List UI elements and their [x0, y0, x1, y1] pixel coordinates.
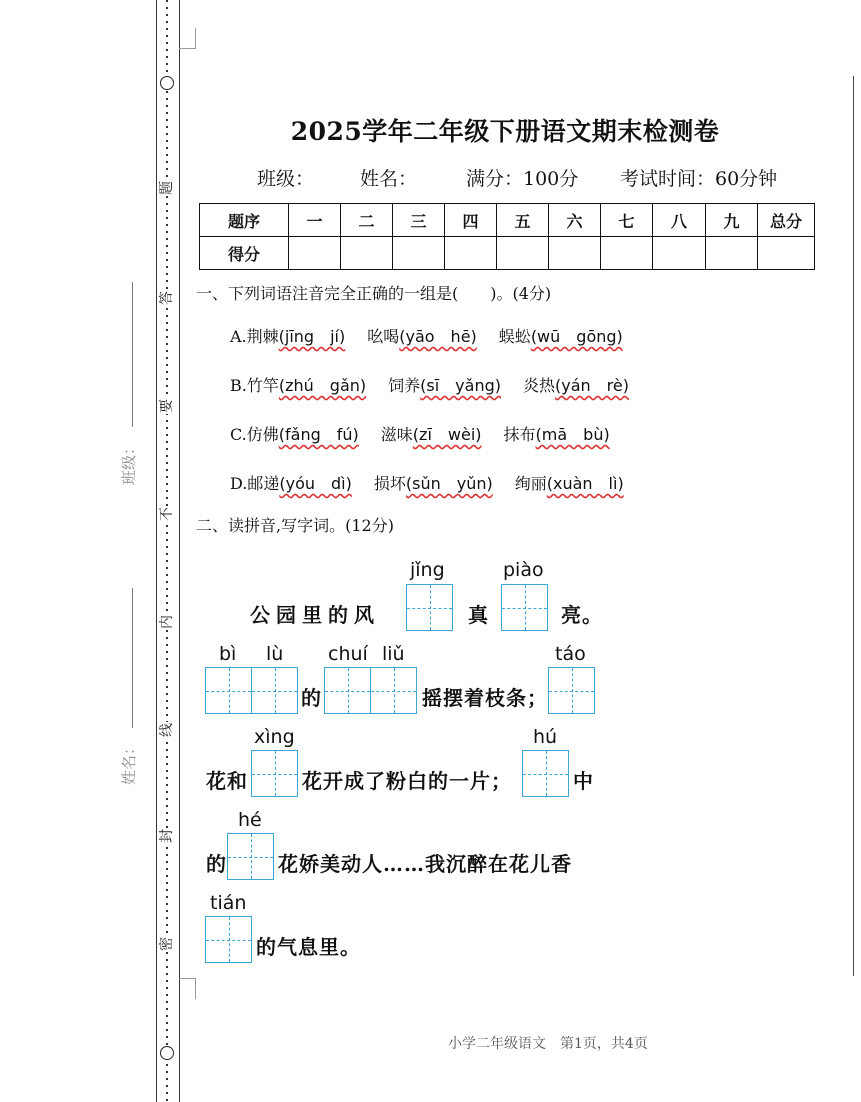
- table-cell: 一: [289, 204, 341, 237]
- pinyin-label: hé: [238, 809, 262, 831]
- table-cell: 总分: [758, 204, 815, 237]
- page-right-edge: [853, 76, 854, 976]
- seal-char: 要: [159, 399, 175, 413]
- option-word: 仿佛: [246, 425, 279, 444]
- score-input-cell[interactable]: [758, 237, 815, 270]
- option-letter: B.: [230, 376, 247, 395]
- option-pinyin: (zhú gǎn): [278, 376, 367, 395]
- pinyin-label: piào: [503, 559, 544, 581]
- sentence-text: 亮。: [561, 603, 603, 627]
- pinyin-label: bì: [219, 643, 237, 665]
- sentence-text: 摇摆着枝条；: [422, 686, 548, 710]
- option-word: 吆喝: [367, 327, 400, 346]
- table-cell: 题序: [200, 204, 289, 237]
- exam-time: 考试时间：60分钟: [620, 168, 778, 190]
- sentence-text: 花娇美动人……我沉醉在花儿香: [278, 852, 572, 876]
- pinyin-label: jǐng: [410, 559, 445, 581]
- score-table-score-row: [200, 237, 815, 270]
- option-pinyin: (fǎng fú): [278, 425, 359, 444]
- option-word: 损坏: [373, 474, 406, 493]
- seal-char: 题: [159, 181, 175, 195]
- table-cell: 四: [445, 204, 497, 237]
- pinyin-label: tián: [210, 892, 247, 914]
- option-letter: A.: [230, 327, 247, 346]
- score-input-cell[interactable]: [445, 237, 497, 270]
- seal-char: 封: [159, 829, 175, 843]
- sentence-text: 的: [301, 686, 322, 710]
- option-word: 竹竿: [246, 376, 279, 395]
- option-pinyin: (yán rè): [555, 376, 629, 395]
- table-cell: 二: [341, 204, 393, 237]
- sentence-text: 真: [468, 603, 489, 627]
- margin-name-label: 姓名：: [120, 739, 139, 786]
- sentence-text: 花和: [206, 769, 248, 793]
- seal-char: 答: [159, 291, 175, 305]
- option-pinyin: (wū gōng): [530, 327, 623, 346]
- writing-box[interactable]: [227, 833, 274, 880]
- writing-box[interactable]: [370, 667, 417, 714]
- sentence-text: 花开成了粉白的一片；: [302, 769, 512, 793]
- sentence-text: 的气息里。: [256, 935, 361, 959]
- option-letter: D.: [230, 474, 248, 493]
- option-a[interactable]: [230, 324, 623, 347]
- option-pinyin: (sǔn yǔn): [405, 474, 493, 493]
- option-letter: C.: [230, 425, 247, 444]
- seal-circle-bottom: [160, 1046, 174, 1060]
- seal-circle-top: [160, 76, 174, 90]
- margin-class-line[interactable]: [132, 282, 133, 427]
- option-pinyin: (yāo hē): [399, 327, 477, 346]
- score-input-cell[interactable]: [706, 237, 758, 270]
- pinyin-label: xìng: [254, 726, 295, 748]
- table-cell: 八: [653, 204, 706, 237]
- score-input-cell[interactable]: [549, 237, 601, 270]
- question-1-prompt: 一、下列词语注音完全正确的一组是( )。(4分): [196, 284, 552, 303]
- pinyin-label: táo: [555, 643, 586, 665]
- margin-class-label: 班级：: [120, 439, 139, 486]
- margin-name-line[interactable]: [132, 588, 133, 728]
- corner-mark-bottom: [179, 978, 196, 999]
- table-cell: 得分: [200, 237, 289, 270]
- score-table-header-row: [200, 204, 815, 237]
- seal-char: 密: [159, 937, 175, 951]
- corner-mark-top: [179, 28, 196, 49]
- writing-box[interactable]: [548, 667, 595, 714]
- seal-char: 不: [159, 507, 175, 521]
- page-title: 2025学年二年级下册语文期末检测卷: [290, 117, 720, 146]
- table-cell: 九: [706, 204, 758, 237]
- margin-line-inner: [179, 0, 180, 1102]
- writing-box[interactable]: [501, 584, 548, 631]
- page-footer: 小学二年级语文 第1页，共4页: [448, 1036, 648, 1052]
- score-input-cell[interactable]: [601, 237, 653, 270]
- option-pinyin: (mā bù): [535, 425, 610, 444]
- table-cell: 三: [393, 204, 445, 237]
- score-input-cell[interactable]: [341, 237, 393, 270]
- option-word: 蜈蚣: [498, 327, 531, 346]
- class-label: 班级：: [257, 168, 315, 190]
- option-word: 抹布: [503, 425, 536, 444]
- writing-box[interactable]: [205, 916, 252, 963]
- option-word: 饲养: [388, 376, 421, 395]
- option-c[interactable]: [230, 422, 610, 445]
- option-d[interactable]: [230, 471, 624, 494]
- pinyin-label: lù: [266, 643, 284, 665]
- writing-box[interactable]: [324, 667, 371, 714]
- option-b[interactable]: [230, 373, 629, 396]
- table-cell: 六: [549, 204, 601, 237]
- margin-line-outer: [156, 0, 157, 1102]
- question-2-prompt: 二、读拼音,写字词。(12分): [196, 516, 394, 535]
- score-input-cell[interactable]: [393, 237, 445, 270]
- option-pinyin: (xuàn lì): [546, 474, 624, 493]
- sentence-text: 的: [206, 852, 227, 876]
- sentence-text: 中: [573, 769, 594, 793]
- table-cell: 五: [497, 204, 549, 237]
- score-input-cell[interactable]: [653, 237, 706, 270]
- pinyin-label: liǔ: [382, 643, 405, 665]
- table-cell: 七: [601, 204, 653, 237]
- name-label: 姓名：: [360, 168, 418, 190]
- seal-char: 内: [159, 615, 175, 629]
- score-input-cell[interactable]: [497, 237, 549, 270]
- pinyin-label: chuí: [328, 643, 368, 665]
- writing-box[interactable]: [251, 667, 298, 714]
- writing-box[interactable]: [251, 750, 298, 797]
- option-pinyin: (jīng jí): [278, 327, 346, 346]
- option-word: 荆棘: [246, 327, 279, 346]
- writing-box[interactable]: [205, 667, 252, 714]
- option-pinyin: (zī wèi): [412, 425, 482, 444]
- option-word: 邮递: [247, 474, 280, 493]
- pinyin-label: hú: [533, 726, 558, 748]
- option-word: 滋味: [380, 425, 413, 444]
- seal-char: 线: [159, 723, 175, 737]
- option-pinyin: (yóu dì): [279, 474, 352, 493]
- full-score: 满分：100分: [466, 168, 579, 190]
- option-word: 炎热: [523, 376, 556, 395]
- score-input-cell[interactable]: [289, 237, 341, 270]
- option-pinyin: (sī yǎng): [420, 376, 501, 395]
- option-word: 绚丽: [514, 474, 547, 493]
- score-table: [199, 203, 815, 270]
- writing-box[interactable]: [406, 584, 453, 631]
- writing-box[interactable]: [522, 750, 569, 797]
- sentence-text: 公园里的风: [250, 603, 380, 627]
